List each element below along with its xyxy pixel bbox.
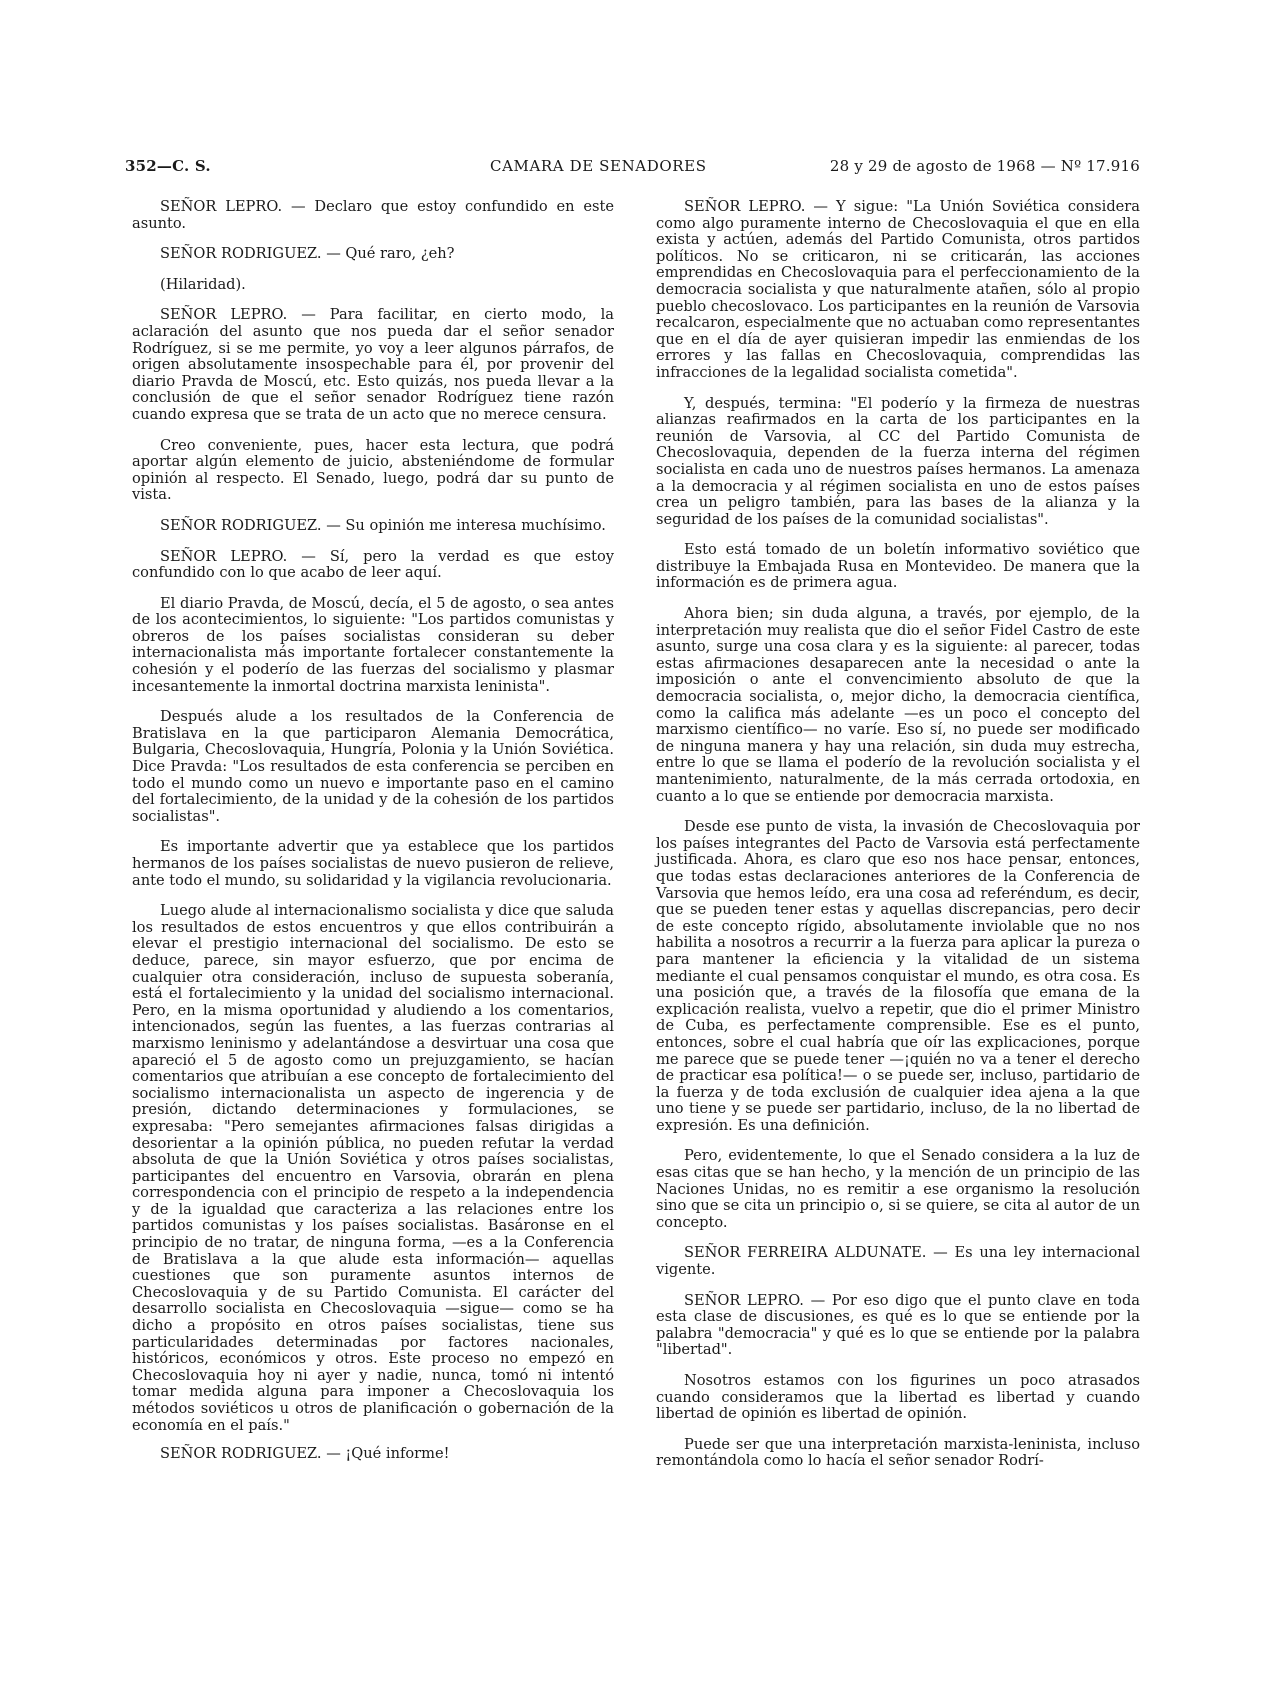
paragraph: Y, después, termina: "El poderío y la firmeza de nuestras alianzas reafirmados en la carta de los participantes en la reunión de Varsovia, al CC del Partido Comunista de Checoslovaquia, dependen de la fuerza interna del régimen socialista en cada uno de nuestros países hermanos. La amenaza a la democracia y al régimen socialista en uno de estos países crea un peligro también, para las bases de la alianza y la seguridad de los países de la comunidad socialistas". (656, 394, 1140, 528)
paragraph: Es importante advertir que ya establece que los partidos hermanos de los países socialistas de nuevo pusieron de relieve, ante todo el mundo, su solidaridad y la vigilancia revolucionaria. (132, 838, 614, 889)
issue-date: 28 y 29 de agosto de 1968 — Nº 17.916 (829, 157, 1140, 175)
paragraph: Esto está tomado de un boletín informativo soviético que distribuye la Embajada Rusa en Montevideo. De manera que la información es de primera agua. (656, 541, 1140, 592)
chamber-title: CAMARA DE SENADORES (490, 157, 707, 175)
page-header (125, 157, 1140, 183)
paragraph: Después alude a los resultados de la Conferencia de Bratislava en la que participaron Alemania Democrática, Bulgaria, Checoslovaquia, Hungría, Polonia y la Unión Soviética. Dice Pravda: "Los resultados de esta conferencia se perciben en todo el mundo como un nuevo e importante paso en el camino del fortalecimiento, de la unidad y de la cohesión de los partidos socialistas". (132, 708, 614, 825)
paragraph: SEÑOR RODRIGUEZ. — Qué raro, ¿eh? (160, 245, 455, 263)
paragraph: Pero, evidentemente, lo que el Senado considera a la luz de esas citas que se han hecho, y la mención de un principio de las Naciones Unidas, no es remitir a ese organismo la resolución sino que se cita un principio o, si se quiere, se cita al autor de un concepto. (656, 1147, 1140, 1231)
paragraph: SEÑOR LEPRO. — Para facilitar, en cierto modo, la aclaración del asunto que nos pueda dar el señor senador Rodríguez, si se me permite, yo voy a leer algunos párrafos, de origen absolutamente insospechable para él, por provenir del diario Pravda de Moscú, etc. Esto quizás, nos pueda llevar a la conclusión de que el señor senador Rodríguez tiene razón cuando expresa que se trata de un acto que no merece censura. (132, 306, 614, 423)
paragraph: Nosotros estamos con los figurines un poco atrasados cuando consideramos que la libertad es libertad y cuando libertad de opinión es libertad de opinión. (656, 1372, 1140, 1423)
paragraph: Creo conveniente, pues, hacer esta lectura, que podrá aportar algún elemento de juicio, absteniéndome de formular opinión al respecto. El Senado, luego, podrá dar su punto de vista. (132, 436, 614, 504)
right-column (656, 199, 1140, 1484)
paragraph: SEÑOR FERREIRA ALDUNATE. — Es una ley internacional vigente. (656, 1244, 1140, 1279)
paragraph: SEÑOR RODRIGUEZ. — Su opinión me interesa muchísimo. (160, 516, 606, 534)
paragraph: Luego alude al internacionalismo socialista y dice que saluda los resultados de estos encuentros y que ellos contribuirán a elevar el prestigio internacional del socialismo. De esto se deduce, parece, sin mayor esfuerzo, que por encima de cualquier otra consideración, incluso de supuesta soberanía, está el fortalecimiento y la unidad del socialismo internacional. Pero, en la misma oportunidad y aludiendo a los comentarios, intencionados, según las fuentes, a las fuerzas contrarias al marxismo leninismo y adelantándose a desvirtuar una cosa que apareció el 5 de agosto como un prejuzgamiento, se hacían comentarios que atribuían a ese concepto de fortalecimiento del socialismo internacionalista un aspecto de ingerencia y de presión, dictando determinaciones y formulaciones, se expresaba: "Pero semejantes afirmaciones falsas dirigidas a desorientar a la opinión pública, no pueden refutar la verdad absoluta de que la Unión Soviética y otros países socialistas, participantes del encuentro en Varsovia, obrarán en plena correspondencia con el principio de respeto a la independencia y de la igualdad que caracteriza a las relaciones entre los partidos comunistas y los países socialistas. Basáronse en el principio de no tratar, de ninguna forma, —es a la Conferencia de Bratislava a la que alude esta información— aquellas cuestiones que son puramente asuntos internos de Checoslovaquia y de su Partido Comunista. El carácter del desarrollo socialista en Checoslovaquia —sigue— como se ha dicho a propósito en otros países socialistas, tiene sus particularidades determinadas por factores nacionales, históricos, económicos y otros. Este proceso no empezó en Checoslovaquia hoy ni ayer y nadie, nunca, tomó ni intentó tomar medida alguna para imponer a Checoslovaquia los métodos soviéticos u otros de planificación o gobernación de la economía en el país." (132, 902, 614, 1434)
paragraph: Ahora bien; sin duda alguna, a través, por ejemplo, de la interpretación muy realista que dio el señor Fidel Castro de este asunto, surge una cosa clara y es la siguiente: al parecer, todas estas afirmaciones desaparecen ante la necesidad o ante la imposición o ante el convencimiento absoluto de que la democracia socialista, o, mejor dicho, la democracia científica, como la califica más adelante —es un poco el concepto del marxismo científico— no varíe. Eso sí, no puede ser modificado de ninguna manera y hay una relación, sin duda muy estrecha, entre lo que se llama el poderío de la revolución socialista y el mantenimiento, naturalmente, de la más cerrada ortodoxia, en cuanto a lo que se entiende por democracia marxista. (656, 605, 1140, 805)
paragraph: SEÑOR RODRIGUEZ. — ¡Qué informe! (160, 1445, 450, 1463)
page-reference: 352—C. S. (125, 157, 211, 175)
left-column (132, 199, 614, 1477)
paragraph: SEÑOR LEPRO. — Declaro que estoy confundido en este asunto. (132, 198, 614, 232)
paragraph: (Hilaridad). (160, 275, 246, 293)
paragraph: El diario Pravda, de Moscú, decía, el 5 de agosto, o sea antes de los acontecimientos, lo siguiente: "Los partidos comunistas y obreros de los países socialistas consideran su deber internacionalista más importante fortalecer constantemente la cohesión y el poderío de las fuerzas del socialismo y plasmar incesantemente la inmortal doctrina marxista leninista". (132, 594, 614, 695)
paragraph: Puede ser que una interpretación marxista-leninista, incluso remontándola como lo hacía el señor senador Rodrí- (656, 1435, 1140, 1470)
paragraph: SEÑOR LEPRO. — Sí, pero la verdad es que estoy confundido con lo que acabo de leer aquí. (132, 547, 614, 582)
paragraph: SEÑOR LEPRO. — Por eso digo que el punto clave en toda esta clase de discusiones, es qué es lo que se entiende por la palabra "democracia" y qué es lo que se entiende por la palabra "libertad". (656, 1291, 1140, 1359)
paragraph: SEÑOR LEPRO. — Y sigue: "La Unión Soviética considera como algo puramente interno de Checoslovaquia el que en ella exista y actúen, además del Partido Comunista, otros partidos políticos. No se criticaron, ni se criticarán, las acciones emprendidas en Checoslovaquia para el perfeccionamiento de la democracia socialista y que naturalmente atañen, sólo al propio pueblo checoslovaco. Los participantes en la reunión de Varsovia recalcaron, especialmente que no actuaban como representantes que en el día de ayer quisieran impedir las enmiendas de los errores y las fallas en Checoslovaquia, comprendidas las infracciones de la legalidad socialista cometida". (656, 198, 1140, 381)
paragraph: Desde ese punto de vista, la invasión de Checoslovaquia por los países integrantes del Pacto de Varsovia está perfectamente justificada. Ahora, es claro que eso nos hace pensar, entonces, que todas estas declaraciones anteriores de la Conferencia de Varsovia que hemos leído, era una cosa ad referéndum, es decir, que se pueden tener estas y aquellas discrepancias, pero decir de este concepto rígido, absolutamente inviolable que no nos habilita a nosotros a recurrir a la fuerza para aplicar la pureza o para mantener la eficiencia y la vitalidad de un sistema mediante el cual pensamos conquistar el mundo, es otra cosa. Es una posición que, a través de la filosofía que emana de la explicación realista, vuelvo a repetir, que dio el primer Ministro de Cuba, es perfectamente comprensible. Ese es el punto, entonces, sobre el cual habría que oír las explicaciones, porque me parece que se puede tener —¡quién no va a tener el derecho de practicar esa política!— o se puede ser, incluso, partidario de la fuerza y de toda exclusión de cualquier idea ajena a la que uno tiene y se puede ser partidario, incluso, de la no libertad de expresión. Es una definición. (656, 818, 1140, 1134)
